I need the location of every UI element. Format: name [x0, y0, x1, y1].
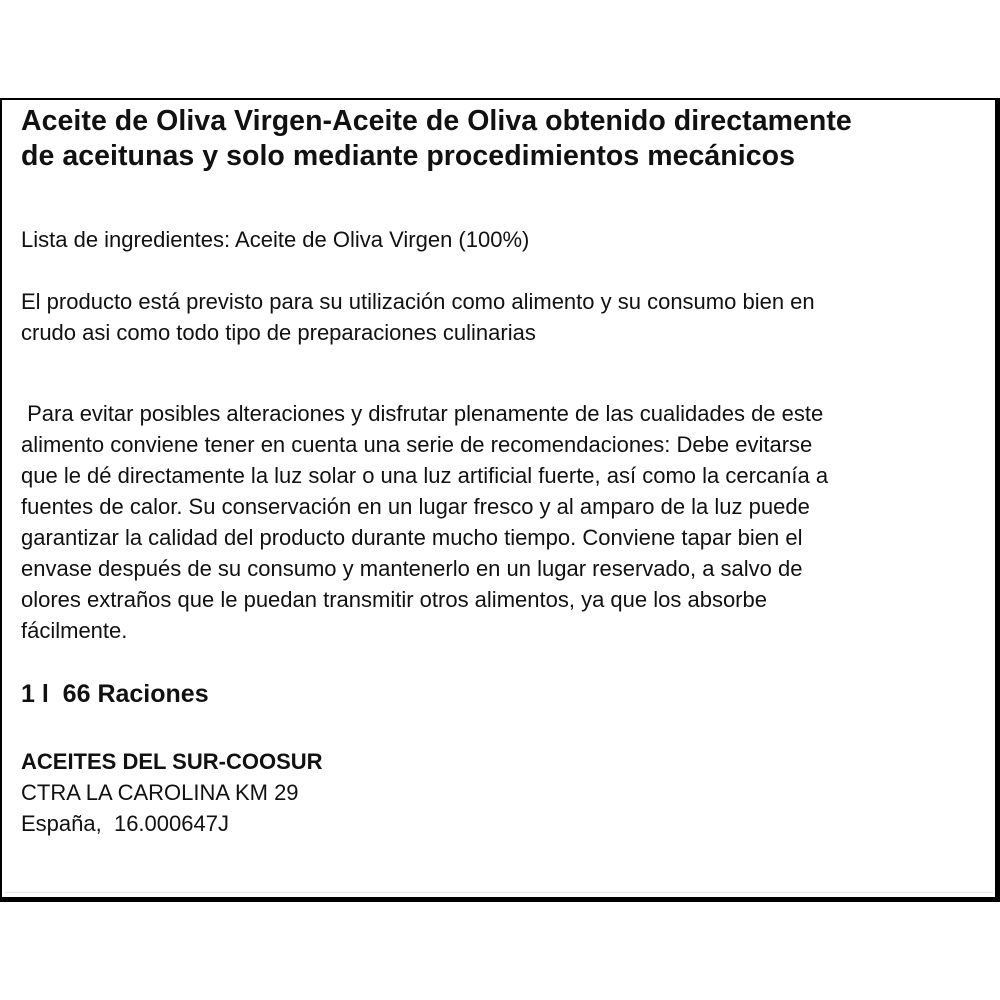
storage-recommendations — [21, 398, 828, 646]
title-line: de aceitunas y solo mediante procedimientos mecánicos — [21, 140, 795, 172]
storage-line: garantizar la calidad del producto durante mucho tiempo. Conviene tapar bien el — [21, 525, 803, 550]
storage-line: que le dé directamente la luz solar o una luz artificial fuerte, así como la cercanía a — [21, 463, 829, 488]
storage-line: fuentes de calor. Su conservación en un lugar fresco y al amparo de la luz puede — [21, 494, 810, 519]
usage-line: El producto está previsto para su utilización como alimento y su consumo bien en — [21, 289, 815, 314]
storage-line: olores extraños que le puedan transmitir otros alimentos, ya que los absorbe — [21, 587, 767, 612]
storage-line: Para evitar posibles alteraciones y disfrutar plenamente de las cualidades de este — [21, 401, 824, 426]
net-quantity-servings: 1 l 66 Raciones — [21, 680, 209, 708]
country-registration: España, 16.000647J — [21, 811, 229, 836]
product-title — [21, 104, 996, 174]
company-address: CTRA LA CAROLINA KM 29 — [21, 780, 299, 805]
usage-line: crudo asi como todo tipo de preparaciones culinarias — [21, 320, 536, 345]
storage-line: envase después de su consumo y mantenerlo en un lugar reservado, a salvo de — [21, 556, 803, 581]
company-name: ACEITES DEL SUR-COOSUR — [21, 749, 323, 774]
ingredients-list: Lista de ingredientes: Aceite de Oliva Virgen (100%) — [21, 227, 530, 252]
storage-line: fácilmente. — [21, 618, 128, 643]
title-line: Aceite de Oliva Virgen-Aceite de Oliva obtenido directamente — [21, 105, 852, 137]
label-frame — [0, 98, 1000, 902]
divider — [5, 892, 993, 893]
storage-line: alimento conviene tener en cuenta una serie de recomendaciones: Debe evitarse — [21, 432, 813, 457]
usage-statement — [21, 286, 815, 348]
